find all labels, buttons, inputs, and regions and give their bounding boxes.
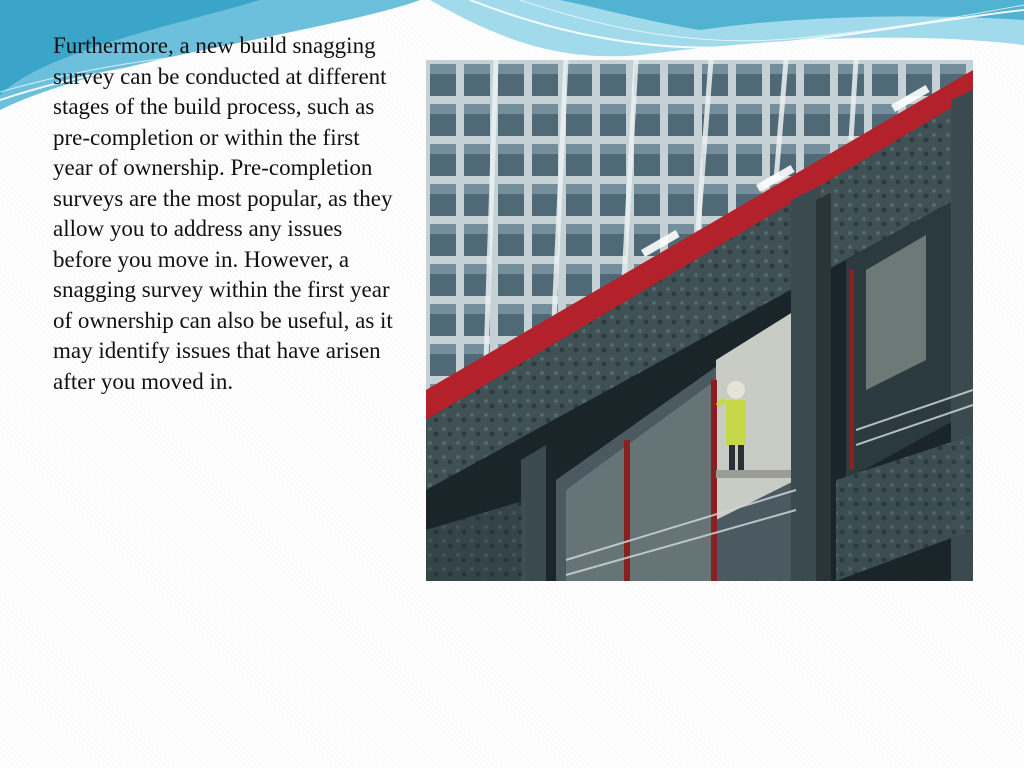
body-text: Furthermore, a new build snagging survey can be conducted at different stages of the build process, such as pre-completion or within the first year of ownership. Pre-completion surveys are the most popular, as they allow you to address any issues before you move in. However, a snagging survey within the first year of ownership can also be useful, as it may identify issues that have arisen after you moved in. xyxy=(53,33,393,394)
photo-illustration xyxy=(426,60,973,581)
building-construction-photo xyxy=(426,60,973,581)
